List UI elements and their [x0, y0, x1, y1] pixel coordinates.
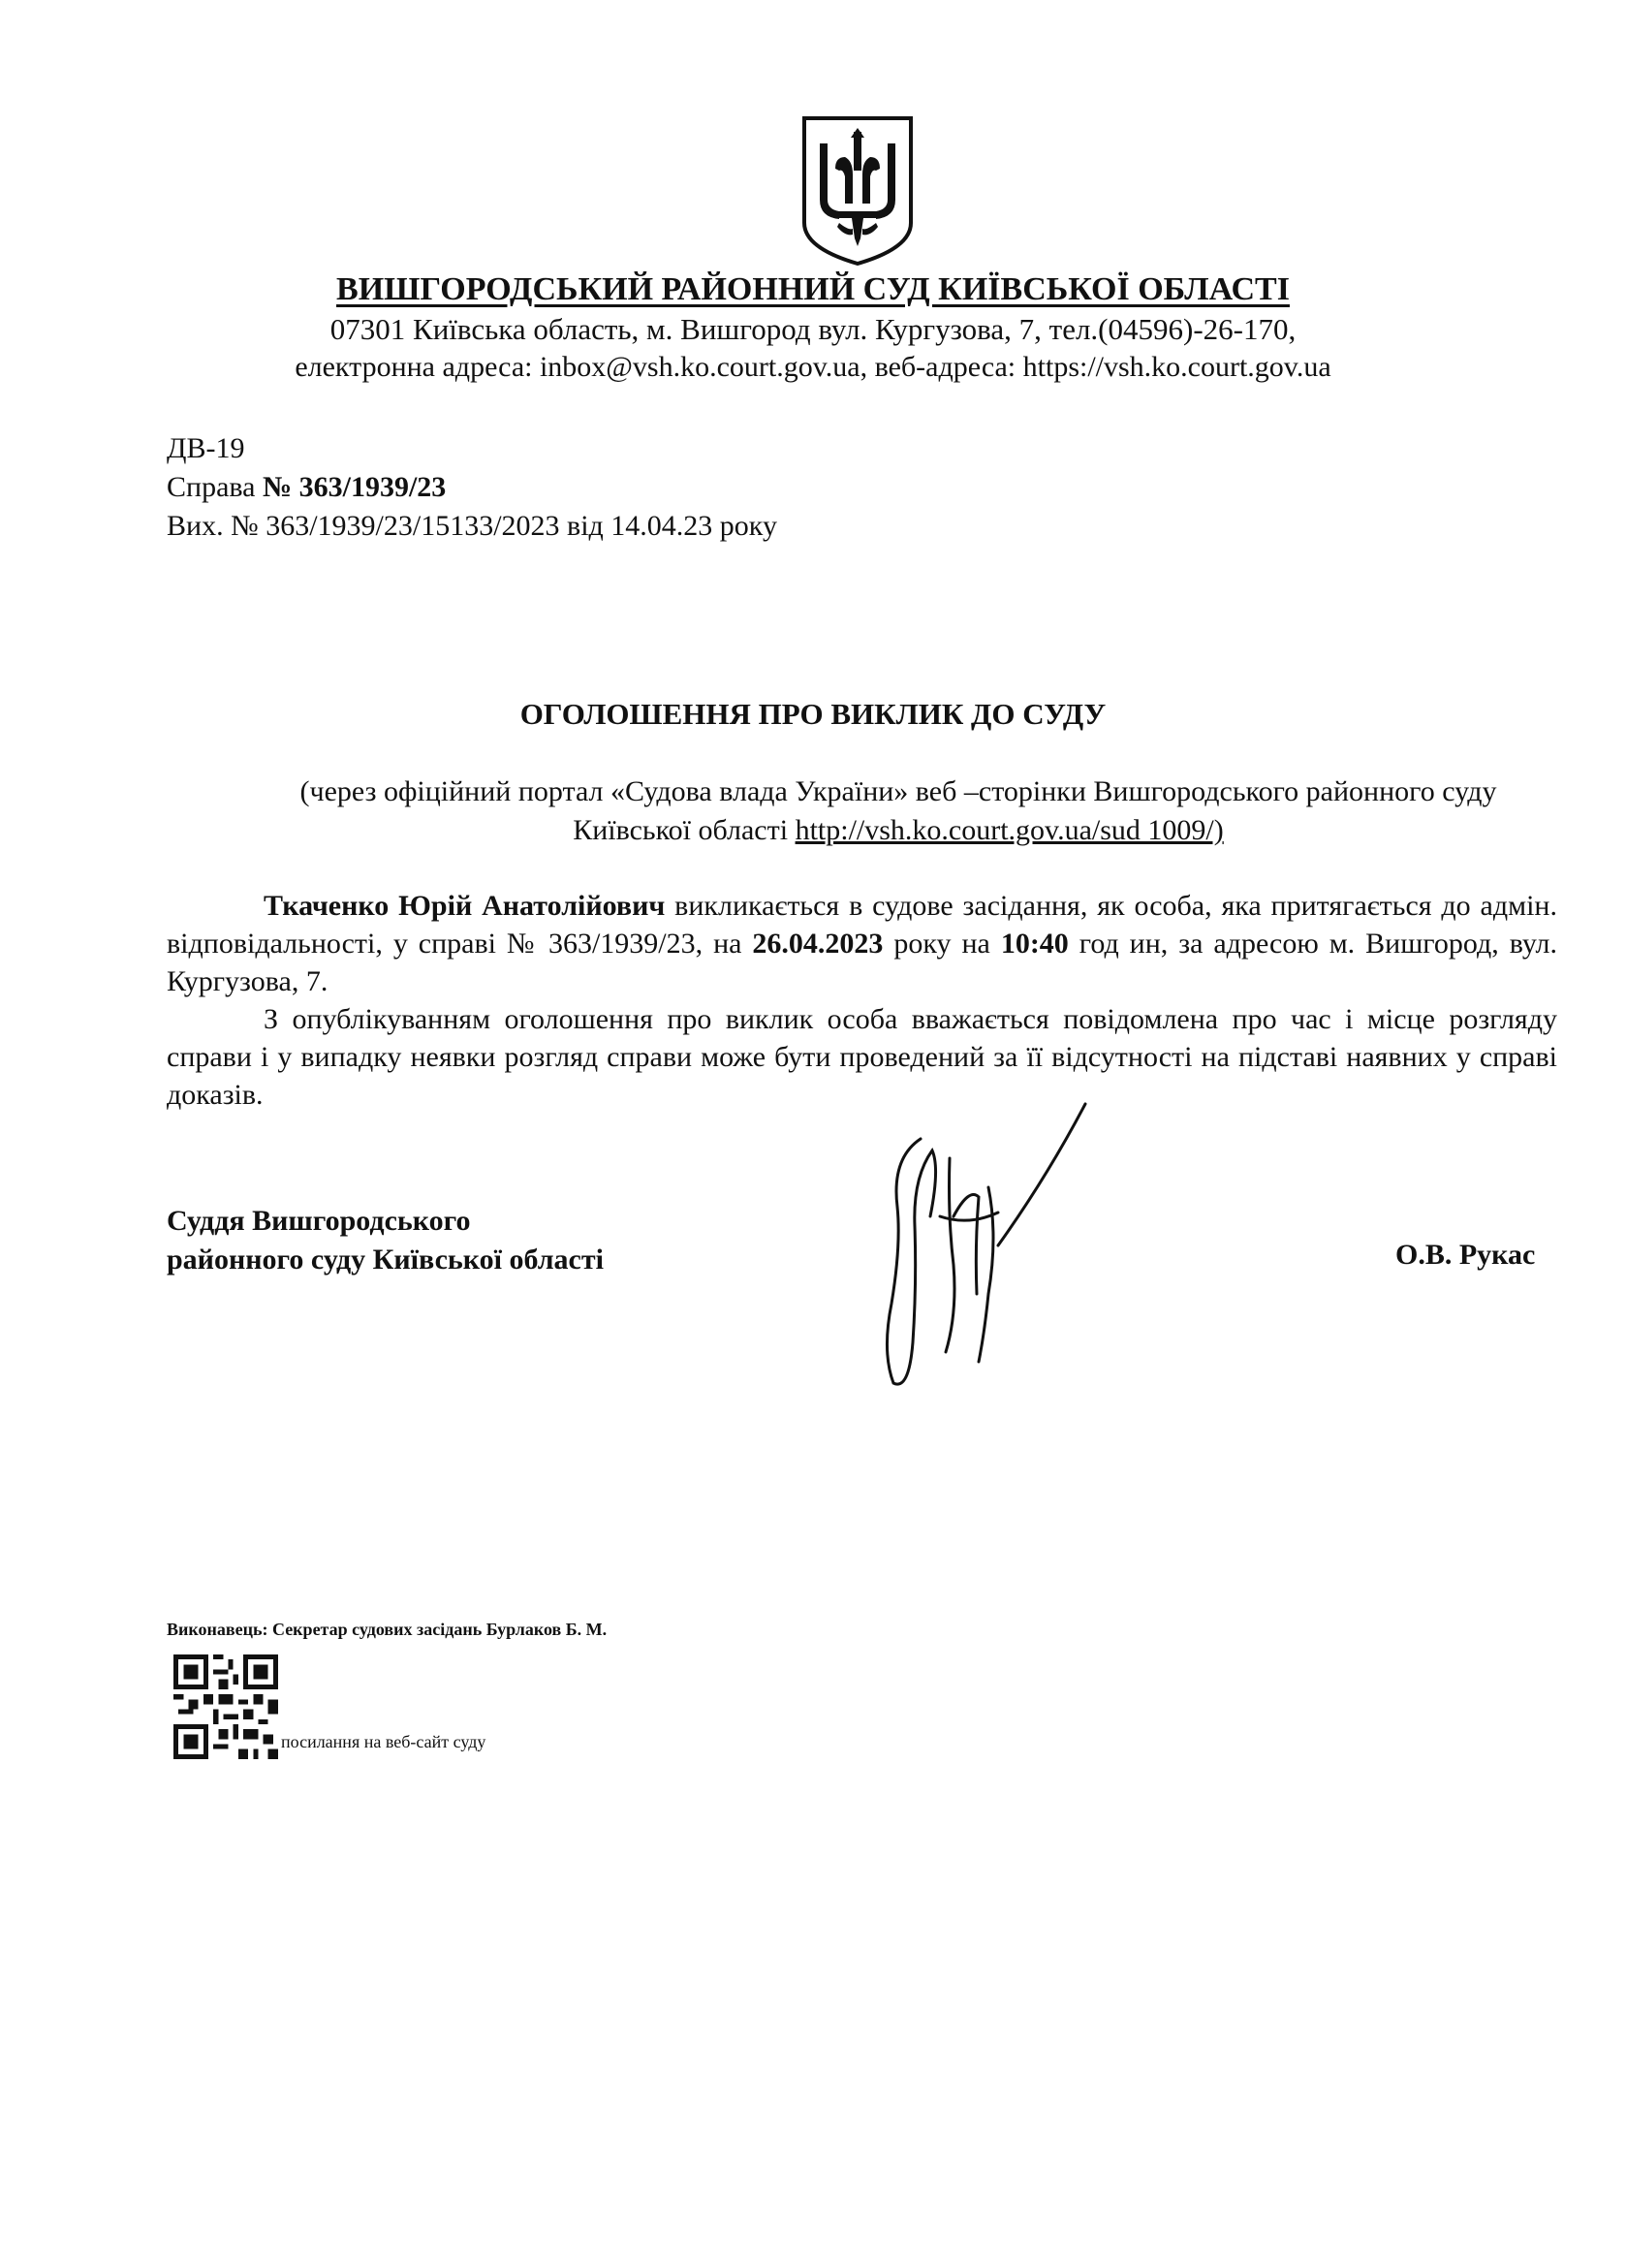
court-contacts: електронна адреса: inbox@vsh.ko.court.gov.ua, веб-адреса: https://vsh.ko.court.gov.ua — [295, 351, 1331, 383]
document-references — [167, 429, 777, 546]
hearing-time: 10:40 — [1000, 928, 1069, 960]
outgoing-number: Вих. № 363/1939/23/15133/2023 від 14.04.23 року — [167, 510, 777, 542]
judge-title — [167, 1202, 604, 1279]
summons-text-b: року на — [883, 928, 1001, 960]
publication-note-text: (через офіційний портал «Судова влада України» веб –сторінки Вишгородського районного суду Київської області — [299, 775, 1497, 846]
handwritten-signature — [853, 1100, 1105, 1391]
executor-line: Виконавець: Секретар судових засідань Бурлаков Б. М. — [167, 1620, 608, 1639]
trident-coat-of-arms-icon — [800, 114, 915, 268]
judge-title-line1: Суддя Вишгородського — [167, 1205, 471, 1237]
qr-code-icon[interactable] — [172, 1654, 279, 1759]
case-label: Справа — [167, 471, 256, 503]
hearing-date: 26.04.2023 — [752, 928, 884, 960]
form-code: ДВ-19 — [167, 432, 245, 464]
judge-title-line2: районного суду Київської області — [167, 1244, 604, 1276]
notice-title: ОГОЛОШЕННЯ ПРО ВИКЛИК ДО СУДУ — [519, 697, 1107, 731]
summoned-person-name: Ткаченко Юрій Анатолійович — [264, 890, 666, 922]
summons-body — [167, 887, 1557, 1114]
summons-text-c: год ин, за адресою м. Вишгород, вул. Кургузова, 7. — [167, 928, 1557, 997]
case-line — [167, 468, 777, 507]
consequence-paragraph: З опублікуванням оголошення про виклик особа вважається повідомлена про час і місце розгляду справи і у випадку неявки розгляд справи може бути проведений за її відсутності на підставі наявних у справі доказів. — [167, 1003, 1557, 1111]
court-address: 07301 Київська область, м. Вишгород вул. Кургузова, 7, тел.(04596)-26-170, — [329, 312, 1297, 346]
judge-name: О.В. Рукас — [1395, 1239, 1536, 1271]
summons-paragraph — [167, 887, 1557, 1000]
publication-note — [254, 772, 1543, 850]
court-portal-link[interactable]: http://vsh.ko.court.gov.ua/sud 1009/) — [795, 814, 1224, 846]
case-number: № 363/1939/23 — [262, 471, 447, 503]
summons-text-a: викликається в судове засідання, як особа, яка притягається до адмін. відповідальності, у справі № 363/1939/23, на — [167, 890, 1557, 960]
court-name: ВИШГОРОДСЬКИЙ РАЙОННИЙ СУД КИЇВСЬКОЇ ОБЛАСТІ — [336, 271, 1290, 307]
qr-caption: посилання на веб-сайт суду — [281, 1732, 486, 1751]
